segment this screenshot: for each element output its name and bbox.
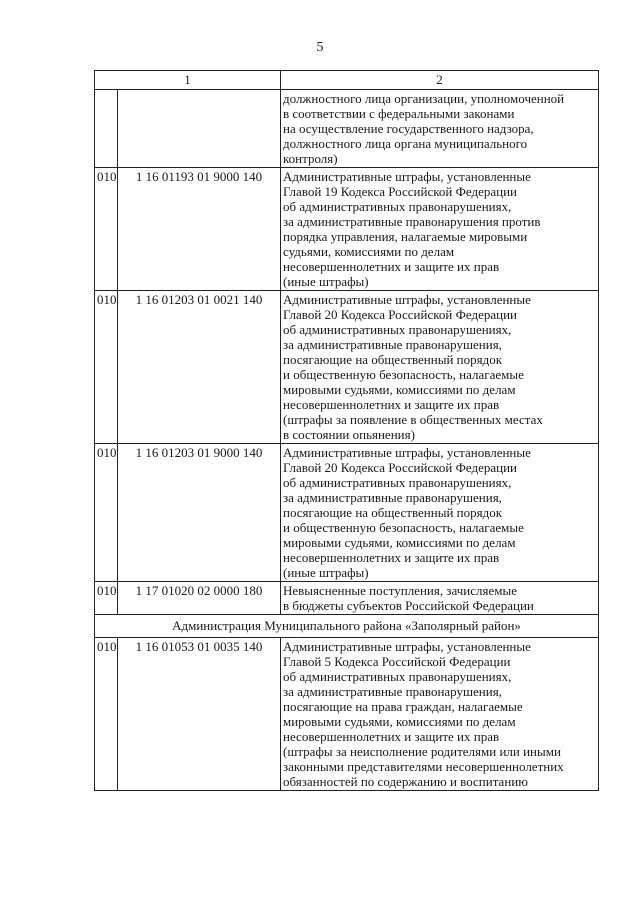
description-cell: Невыясненные поступления, зачисляемые в бюджеты субъектов Российской Федерации xyxy=(281,582,599,615)
table-row xyxy=(95,291,599,444)
table-row xyxy=(95,168,599,291)
section-row xyxy=(95,615,599,638)
section-title: Администрация Муниципального района «Заполярный район» xyxy=(95,615,599,638)
kbk-code-cell: 1 16 01203 01 9000 140 xyxy=(118,444,281,582)
admin-code-cell xyxy=(95,90,118,168)
kbk-code-cell: 1 16 01193 01 9000 140 xyxy=(118,168,281,291)
description-cell: Административные штрафы, установленные Главой 20 Кодекса Российской Федерации об административных правонарушениях, за административные правонарушения, посягающие на общественный порядок и общественную безопасность, налагаемые мировыми судьями, комиссиями по делам несовершеннолетних и защите их прав (иные штрафы) xyxy=(281,444,599,582)
admin-code-cell: 010 xyxy=(95,291,118,444)
revenue-code-table xyxy=(94,70,599,791)
table-row xyxy=(95,90,599,168)
kbk-code-cell: 1 16 01203 01 0021 140 xyxy=(118,291,281,444)
description-cell: Административные штрафы, установленные Главой 5 Кодекса Российской Федерации об административных правонарушениях, за административные правонарушения, посягающие на права граждан, налагаемые мировыми судьями, комиссиями по делам несовершеннолетних и защите их прав (штрафы за неисполнение родителями или иными законными представителями несовершеннолетних обязанностей по содержанию и воспитанию xyxy=(281,638,599,791)
kbk-code-cell xyxy=(118,90,281,168)
description-cell: Административные штрафы, установленные Главой 19 Кодекса Российской Федерации об административных правонарушениях, за административные правонарушения против порядка управления, налагаемые мировыми судьями, комиссиями по делам несовершеннолетних и защите их прав (иные штрафы) xyxy=(281,168,599,291)
admin-code-cell: 010 xyxy=(95,582,118,615)
table-row xyxy=(95,638,599,791)
header-col-2: 2 xyxy=(281,71,599,90)
table-row xyxy=(95,444,599,582)
header-col-1: 1 xyxy=(95,71,281,90)
table-header-row xyxy=(95,71,599,90)
description-cell: Административные штрафы, установленные Главой 20 Кодекса Российской Федерации об административных правонарушениях, за административные правонарушения, посягающие на общественный порядок и общественную безопасность, налагаемые мировыми судьями, комиссиями по делам несовершеннолетних и защите их прав (штрафы за появление в общественных местах в состоянии опьянения) xyxy=(281,291,599,444)
description-cell: должностного лица организации, уполномоченной в соответствии с федеральными законами на осуществление государственного надзора, должностного лица органа муниципального контроля) xyxy=(281,90,599,168)
kbk-code-cell: 1 17 01020 02 0000 180 xyxy=(118,582,281,615)
kbk-code-cell: 1 16 01053 01 0035 140 xyxy=(118,638,281,791)
admin-code-cell: 010 xyxy=(95,638,118,791)
admin-code-cell: 010 xyxy=(95,168,118,291)
table-row xyxy=(95,582,599,615)
admin-code-cell: 010 xyxy=(95,444,118,582)
page-number: 5 xyxy=(316,40,324,55)
